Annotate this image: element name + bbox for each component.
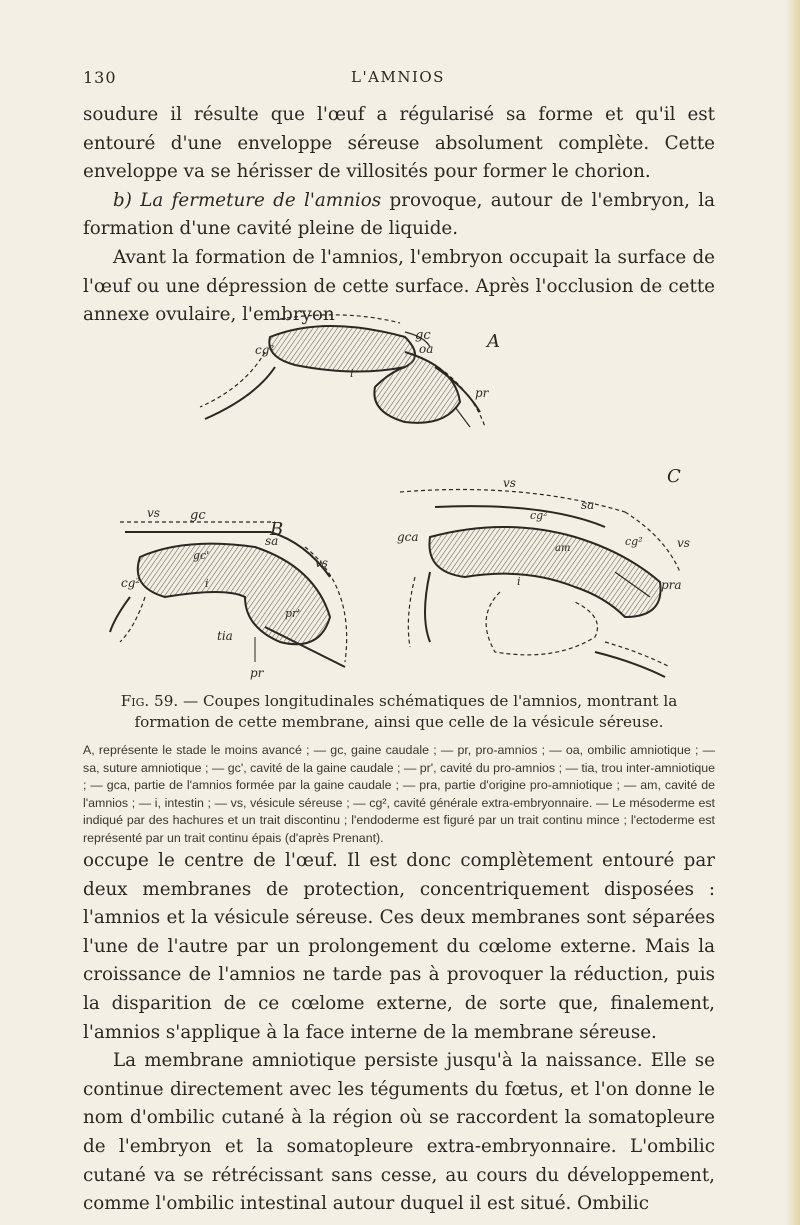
- label-b-pr: pr: [250, 666, 264, 680]
- label-b-vs: vs: [147, 506, 160, 520]
- label-a-pr: pr: [475, 386, 489, 400]
- paragraph-4: occupe le centre de l'œuf. Il est donc complètement entouré par deux membranes de protection, concentriquement disposées : l'amnios et la vésicule séreuse. Ces deux membranes sont séparées l'une de l'autre par un prolongement du cœlome externe. Mais la croissance de l'amnios ne tarde pas à provoquer la réduction, puis la disparition de ce cœlome externe, de sorte que, finalement, l'amnios s'applique à la face interne de la membrane séreuse.: [83, 850, 715, 1043]
- label-b-vs-right: vs: [315, 556, 328, 570]
- label-c-cg2-top: cg²: [530, 509, 548, 522]
- paragraph-2-text: provoque, autour de l'embryon, la formation d'une cavité pleine de liquide.: [83, 189, 716, 240]
- paragraph-5: La membrane amniotique persiste jusqu'à la naissance. Elle se continue directement avec les téguments du fœtus, et l'on donne le nom d'ombilic cutané à la région où se raccordent la somatopleure de l'embryon et la somatopleure extra-embryonnaire. L'ombilic cutané va se rétrécissant sans cesse, au cours du développement, comme l'ombilic intestinal autour duquel il est situé. Ombilic: [83, 1050, 715, 1215]
- paragraph-2-marker: b): [113, 189, 132, 211]
- label-c-cg2-right: cg²: [625, 535, 643, 548]
- label-a-gc: gc: [415, 328, 431, 343]
- label-b-pr-prime: pr': [285, 607, 301, 620]
- label-b-sa: sa: [265, 534, 279, 548]
- page-edge-shadow: [786, 0, 800, 1225]
- paragraph-2: [83, 187, 715, 244]
- label-b-gc: gc: [190, 508, 206, 523]
- label-c-sa: sa: [581, 498, 595, 512]
- label-b-gc-prime: gc': [193, 549, 210, 562]
- label-b-i: i: [205, 577, 209, 590]
- panel-c: [397, 466, 690, 677]
- panel-label-c: C: [667, 466, 681, 487]
- label-c-i: i: [517, 575, 521, 588]
- label-b-tia: tia: [217, 629, 233, 643]
- paragraph-3: Avant la formation de l'amnios, l'embryon occupait la surface de l'œuf ou une dépression de cette surface. Après l'occlusion de cette annexe ovulaire, l'embryon: [83, 246, 715, 326]
- paragraph-2-heading: La fermeture de l'amnios: [140, 189, 382, 211]
- panel-label-b: B: [270, 519, 284, 540]
- label-c-vs-top: vs: [503, 476, 516, 490]
- page-number: 130: [83, 68, 117, 87]
- figure-legend: A, représente le stade le moins avancé ; — gc, gaine caudale ; — pr, pro-amnios ; — oa, ombilic amniotique ; — sa, suture amniotique ; — gc', cavité de la gaine caudale ; — pr', cavité du pro-amnios ; — tia, trou inter-amniotique ; — gca, partie de l'amnios formée par la gaine caudale ; — pra, partie d'origine pro-amniotique ; — am, cavité de l'amnios ; — i, intestin ; — vs, vésicule séreuse ; — cg², cavité générale extra-embryonnaire. — Le mésoderme est indiqué par des hachures et un trait discontinu ; l'endoderme est figuré par un trait continu mince ; l'ectoderme est représenté par un trait continu épais (d'après Prenant).: [83, 743, 715, 845]
- running-title: L'AMNIOS: [351, 68, 445, 86]
- label-b-cg2-left: cg²: [121, 576, 141, 590]
- figure-number: Fig. 59.: [120, 692, 179, 710]
- figure-59: [105, 297, 705, 682]
- figure-caption: [83, 691, 715, 733]
- label-a-i: i: [350, 367, 354, 380]
- caption-text: — Coupes longitudinales schématiques de l'amnios, montrant la formation de cette membrane, ainsi que celle de la vésicule séreuse.: [134, 692, 678, 731]
- amnios-diagram: [105, 297, 705, 682]
- page-header: [83, 68, 713, 92]
- continuation-text: [83, 847, 715, 1219]
- label-a-oa: oa: [419, 342, 434, 356]
- panel-label-a: A: [487, 331, 500, 352]
- label-c-vs-right: vs: [677, 536, 690, 550]
- panel-b: [110, 506, 347, 680]
- label-a-cg2: cg²: [255, 343, 275, 357]
- paragraph-1: soudure il résulte que l'œuf a régularisé sa forme et qu'il est entouré d'une enveloppe séreuse absolument complète. Cette enveloppe va se hérisser de villosités pour former le chorion.: [83, 104, 715, 183]
- label-c-gca: gca: [397, 530, 419, 544]
- panel-a: [200, 315, 500, 427]
- intro-text: [83, 101, 715, 330]
- label-c-pra: pra: [661, 578, 682, 592]
- label-c-am: am: [555, 543, 571, 554]
